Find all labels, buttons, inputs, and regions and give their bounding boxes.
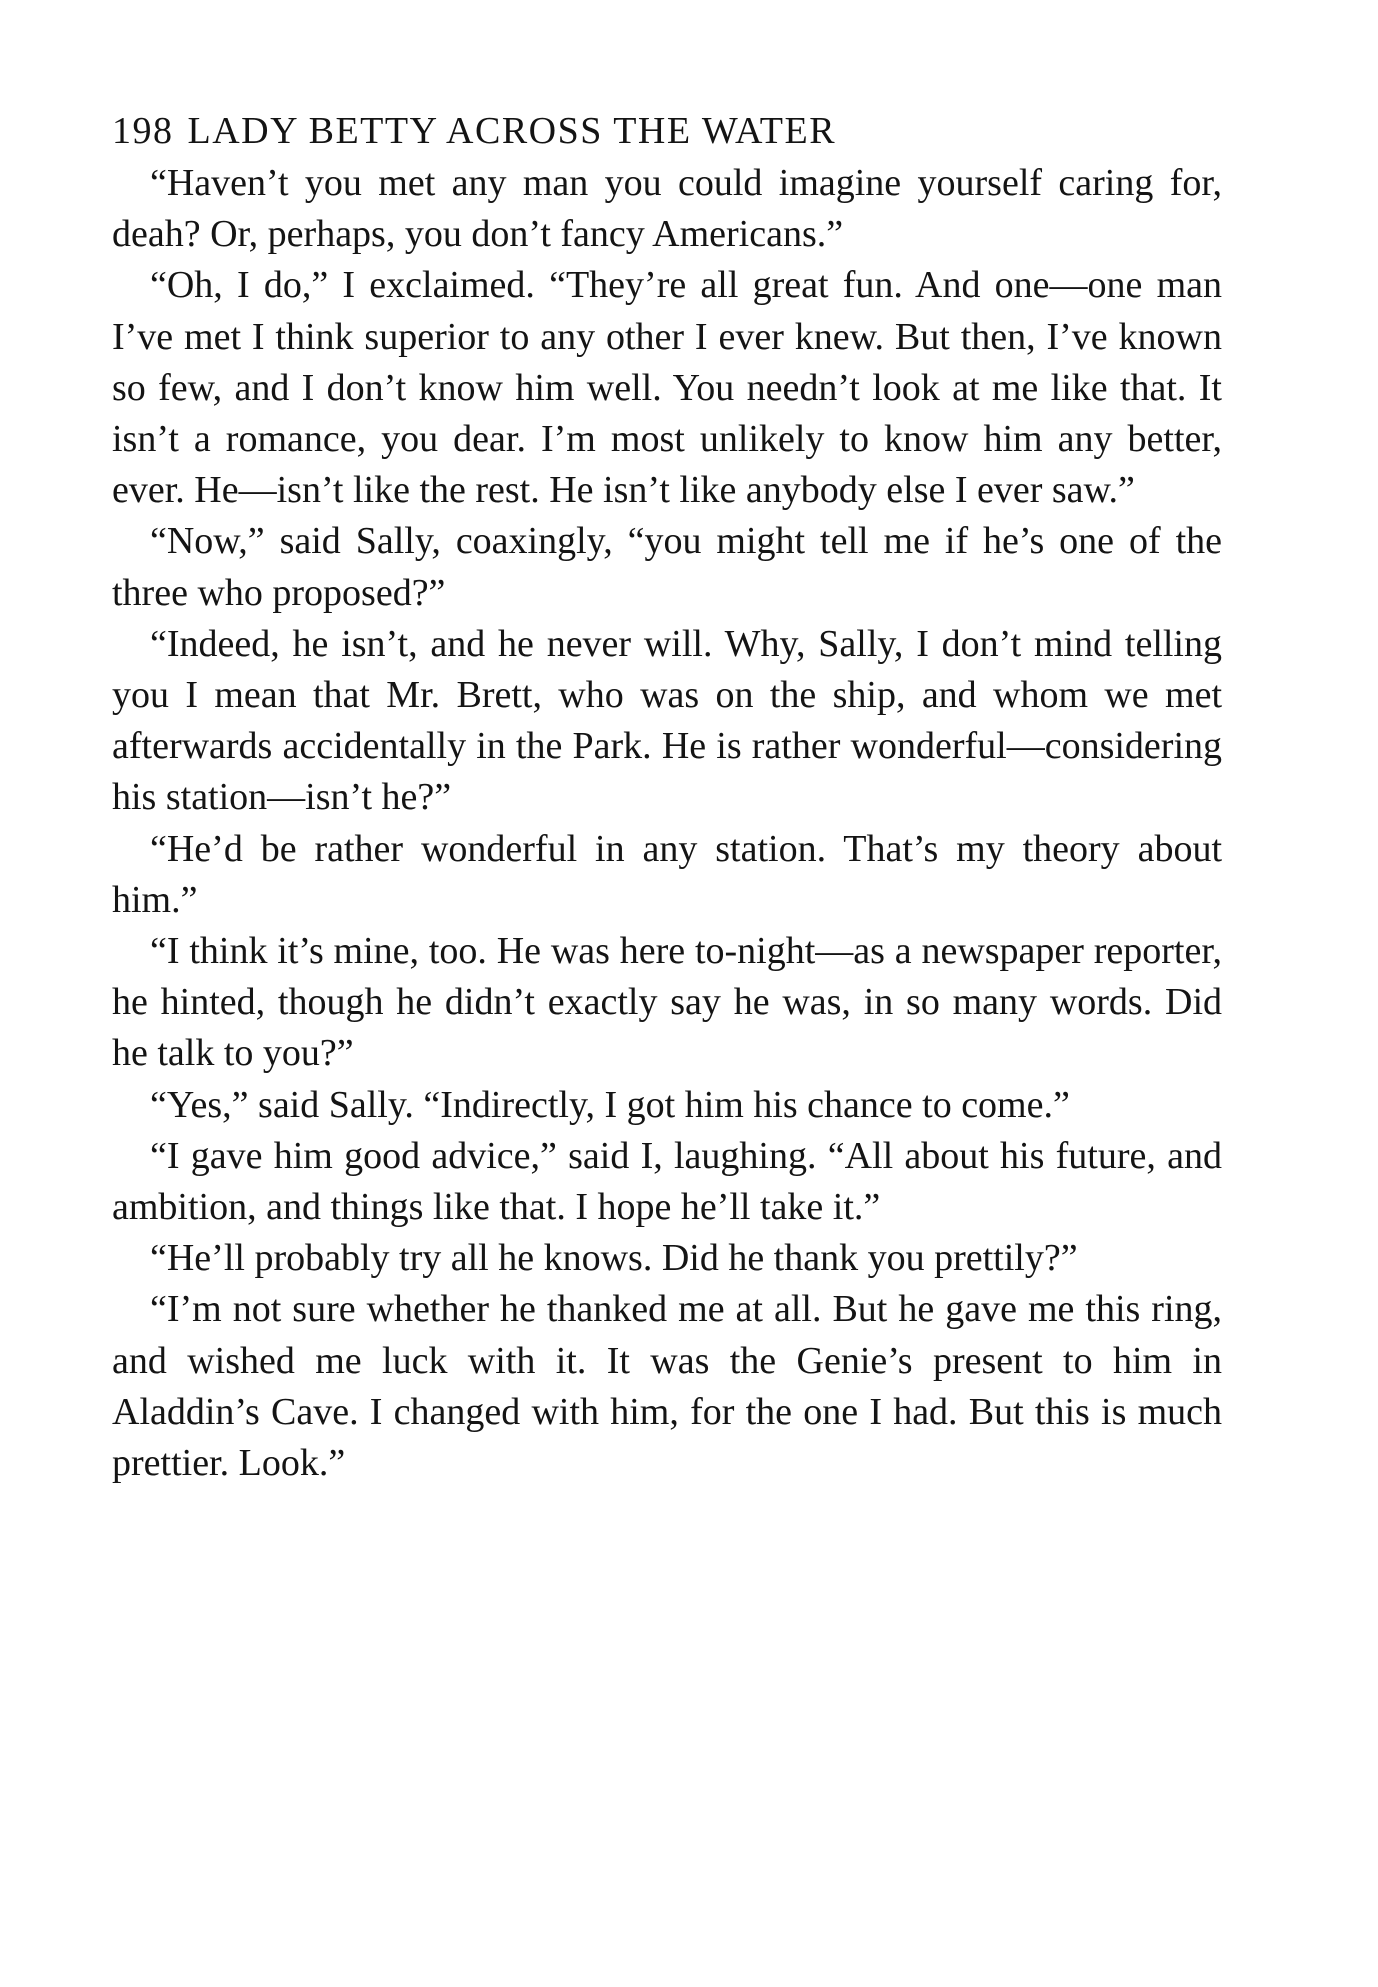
paragraph: “Oh, I do,” I exclaimed. “They’re all great fun. And one—one man I’ve met I think superior to any other I ever knew. But then, I’ve known so few, and I don’t know him well. You needn’t look at me like that. It isn’t a romance, you dear. I’m most unlikely to know him any better, ever. He—isn’t like the rest. He isn’t like anybody else I ever saw.”	[112, 264, 1222, 512]
book-page	[112, 108, 1222, 1489]
paragraph: “Haven’t you met any man you could imagine yourself caring for, deah? Or, perhaps, you don’t fancy Americans.”	[112, 162, 1222, 256]
running-title: LADY BETTY ACROSS THE WATER	[187, 110, 837, 152]
paragraph: “I’m not sure whether he thanked me at all. But he gave me this ring, and wished me luck with it. It was the Genie’s present to him in Aladdin’s Cave. I changed with him, for the one I had. But this is much prettier. Look.”	[112, 1288, 1222, 1485]
paragraph: “I think it’s mine, too. He was here to-night—as a newspaper reporter, he hinted, though he didn’t exactly say he was, in so many words. Did he talk to you?”	[112, 930, 1222, 1075]
body-text	[112, 158, 1222, 1489]
running-head	[112, 108, 1222, 154]
paragraph: “He’ll probably try all he knows. Did he thank you prettily?”	[150, 1237, 1078, 1280]
paragraph: “Now,” said Sally, coaxingly, “you might tell me if he’s one of the three who proposed?”	[112, 520, 1222, 614]
page-number: 198	[112, 110, 174, 152]
paragraph: “Yes,” said Sally. “Indirectly, I got him his chance to come.”	[150, 1083, 1070, 1126]
paragraph: “Indeed, he isn’t, and he never will. Why, Sally, I don’t mind telling you I mean that Mr. Brett, who was on the ship, and whom we met afterwards accidentally in the Park. He is rather wonderful—considering his station—isn’t he?”	[112, 622, 1222, 819]
paragraph: “He’d be rather wonderful in any station. That’s my theory about him.”	[112, 827, 1222, 921]
paragraph: “I gave him good advice,” said I, laughing. “All about his future, and ambition, and things like that. I hope he’ll take it.”	[112, 1134, 1222, 1229]
